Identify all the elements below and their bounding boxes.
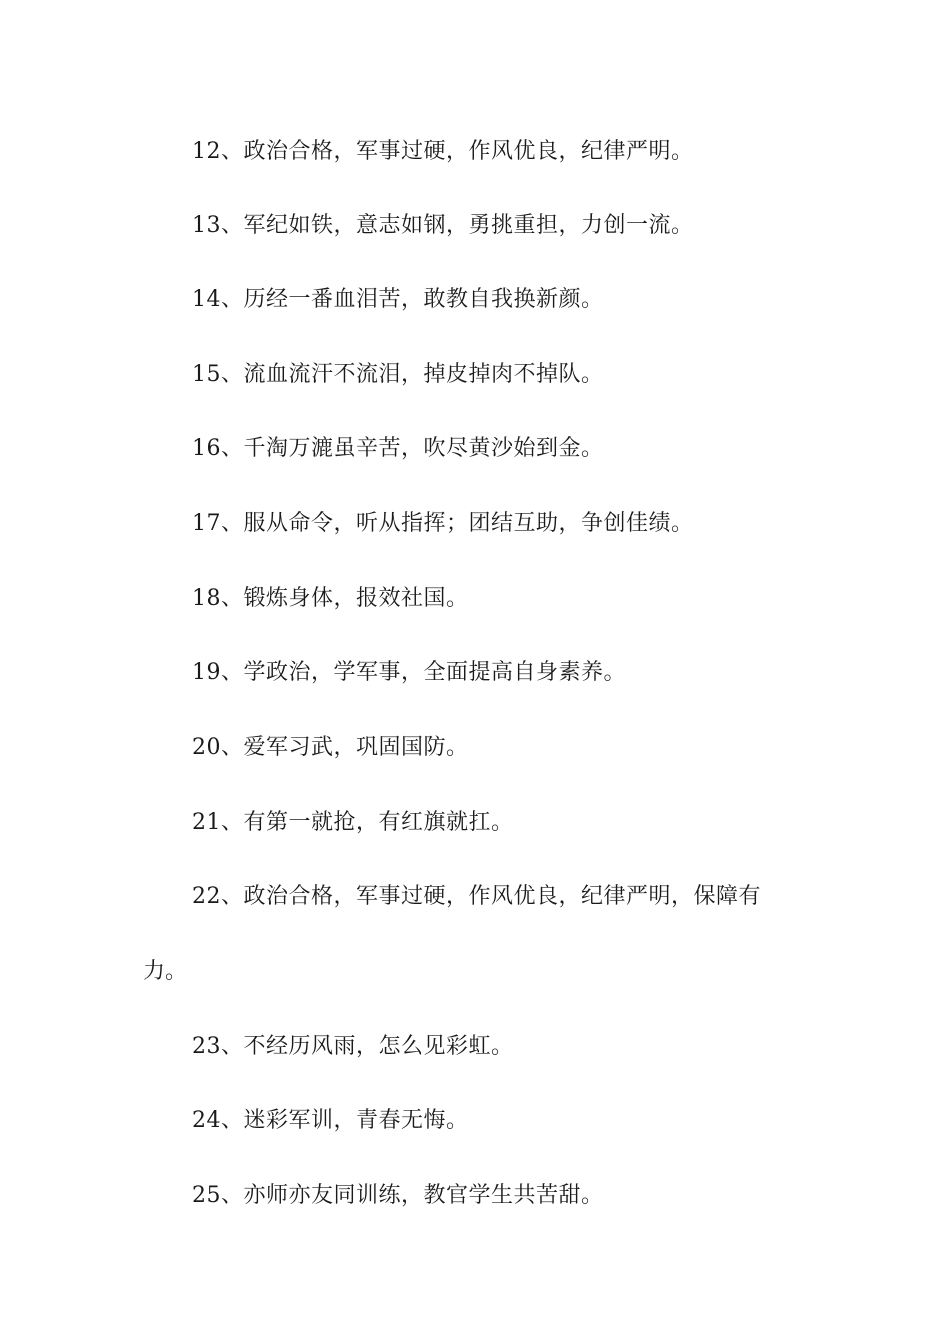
slogan-20: 20、爱军习武，巩固国防。 (192, 735, 469, 760)
slogan-24: 24、迷彩军训，青春无悔。 (192, 1108, 469, 1133)
slogan-23: 23、不经历风雨，怎么见彩虹。 (192, 1034, 514, 1059)
slogan-21: 21、有第一就抢，有红旗就扛。 (192, 810, 514, 835)
slogan-19: 19、学政治，学军事，全面提高自身素养。 (192, 660, 626, 685)
slogan-22-continuation: 力。 (143, 959, 188, 984)
slogan-18: 18、锻炼身体，报效社国。 (192, 586, 469, 611)
slogan-14: 14、历经一番血泪苦，敢教自我换新颜。 (192, 287, 604, 312)
slogan-15: 15、流血流汗不流泪，掉皮掉肉不掉队。 (192, 362, 604, 387)
slogan-17: 17、服从命令，听从指挥；团结互助，争创佳绩。 (192, 511, 694, 536)
slogan-12: 12、政治合格，军事过硬，作风优良，纪律严明。 (192, 139, 694, 164)
slogan-25: 25、亦师亦友同训练，教官学生共苦甜。 (192, 1183, 604, 1208)
slogan-16: 16、千淘万漉虽辛苦，吹尽黄沙始到金。 (192, 436, 604, 461)
slogan-13: 13、军纪如铁，意志如钢，勇挑重担，力创一流。 (192, 213, 694, 238)
slogan-22: 22、政治合格，军事过硬，作风优良，纪律严明，保障有 (192, 884, 761, 909)
